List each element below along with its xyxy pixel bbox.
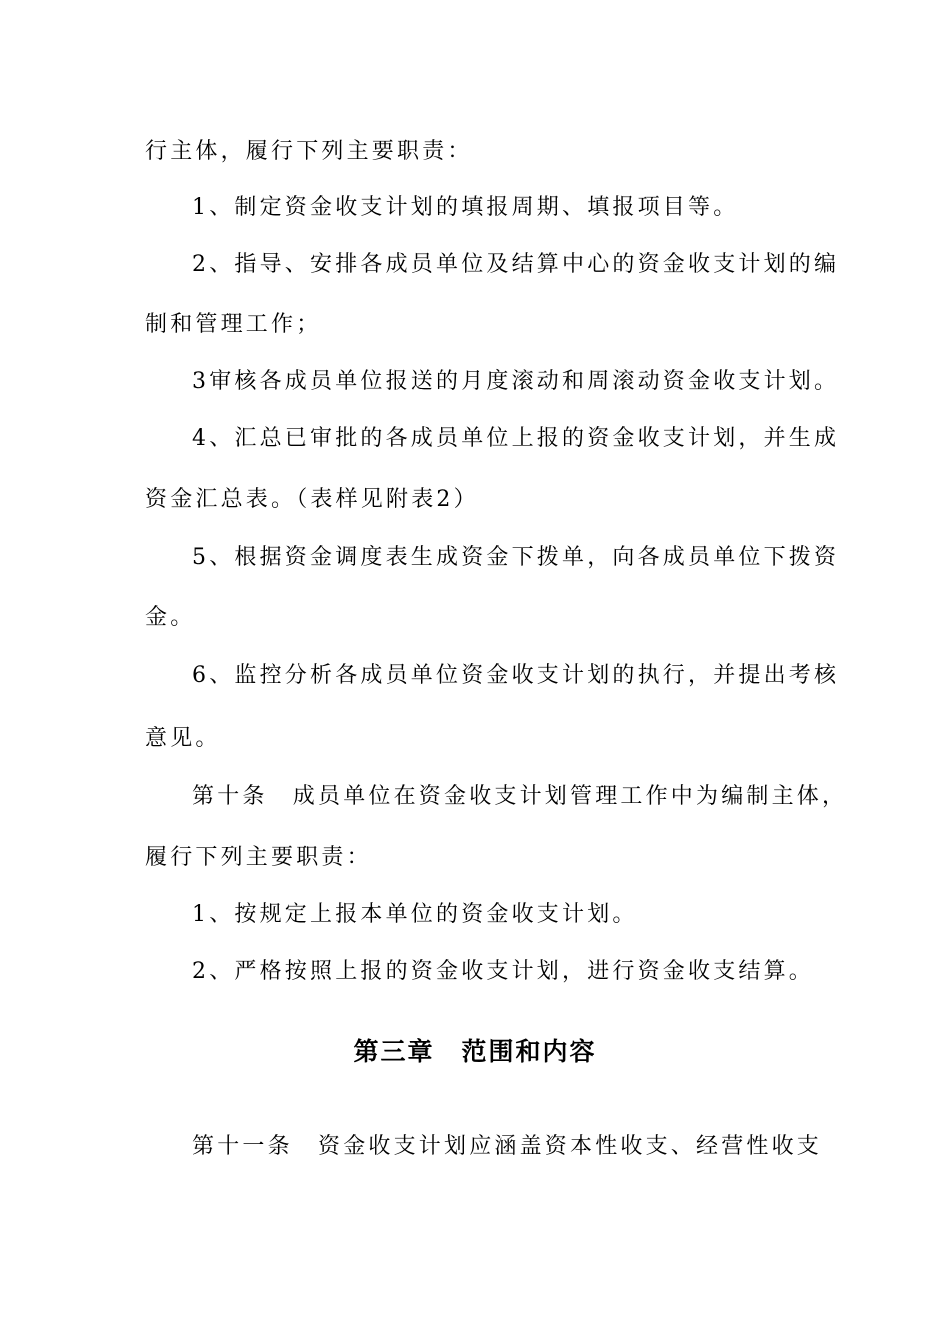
list-item-5: 5、根据资金调度表生成资金下拨单，向各成员单位下拨资: [192, 545, 840, 570]
paragraph-line: 意见。: [145, 726, 221, 751]
paragraph-line: 资金汇总表。（表样见附表2）: [145, 487, 479, 512]
list-item-6: 6、监控分析各成员单位资金收支计划的执行，并提出考核: [192, 663, 840, 688]
list-item-1: 1、按规定上报本单位的资金收支计划。: [192, 902, 638, 927]
paragraph-line: 行主体，履行下列主要职责：: [145, 139, 473, 164]
article-11: 第十一条 资金收支计划应涵盖资本性收支、经营性收支: [192, 1134, 823, 1159]
list-item-4: 4、汇总已审批的各成员单位上报的资金收支计划，并生成: [192, 426, 840, 451]
paragraph-line: 金。: [145, 605, 196, 630]
paragraph-line: 履行下列主要职责：: [145, 845, 372, 870]
list-item-2: 2、指导、安排各成员单位及结算中心的资金收支计划的编: [192, 252, 840, 277]
list-item-2: 2、严格按照上报的资金收支计划，进行资金收支结算。: [192, 959, 814, 984]
chapter-heading: 第三章 范围和内容: [353, 1037, 597, 1066]
list-item-3: 3审核各成员单位报送的月度滚动和周滚动资金收支计划。: [192, 369, 840, 394]
article-10: 第十条 成员单位在资金收支计划管理工作中为编制主体，: [192, 784, 848, 809]
paragraph-line: 制和管理工作；: [145, 312, 322, 337]
list-item-1: 1、制定资金收支计划的填报周期、填报项目等。: [192, 195, 739, 220]
